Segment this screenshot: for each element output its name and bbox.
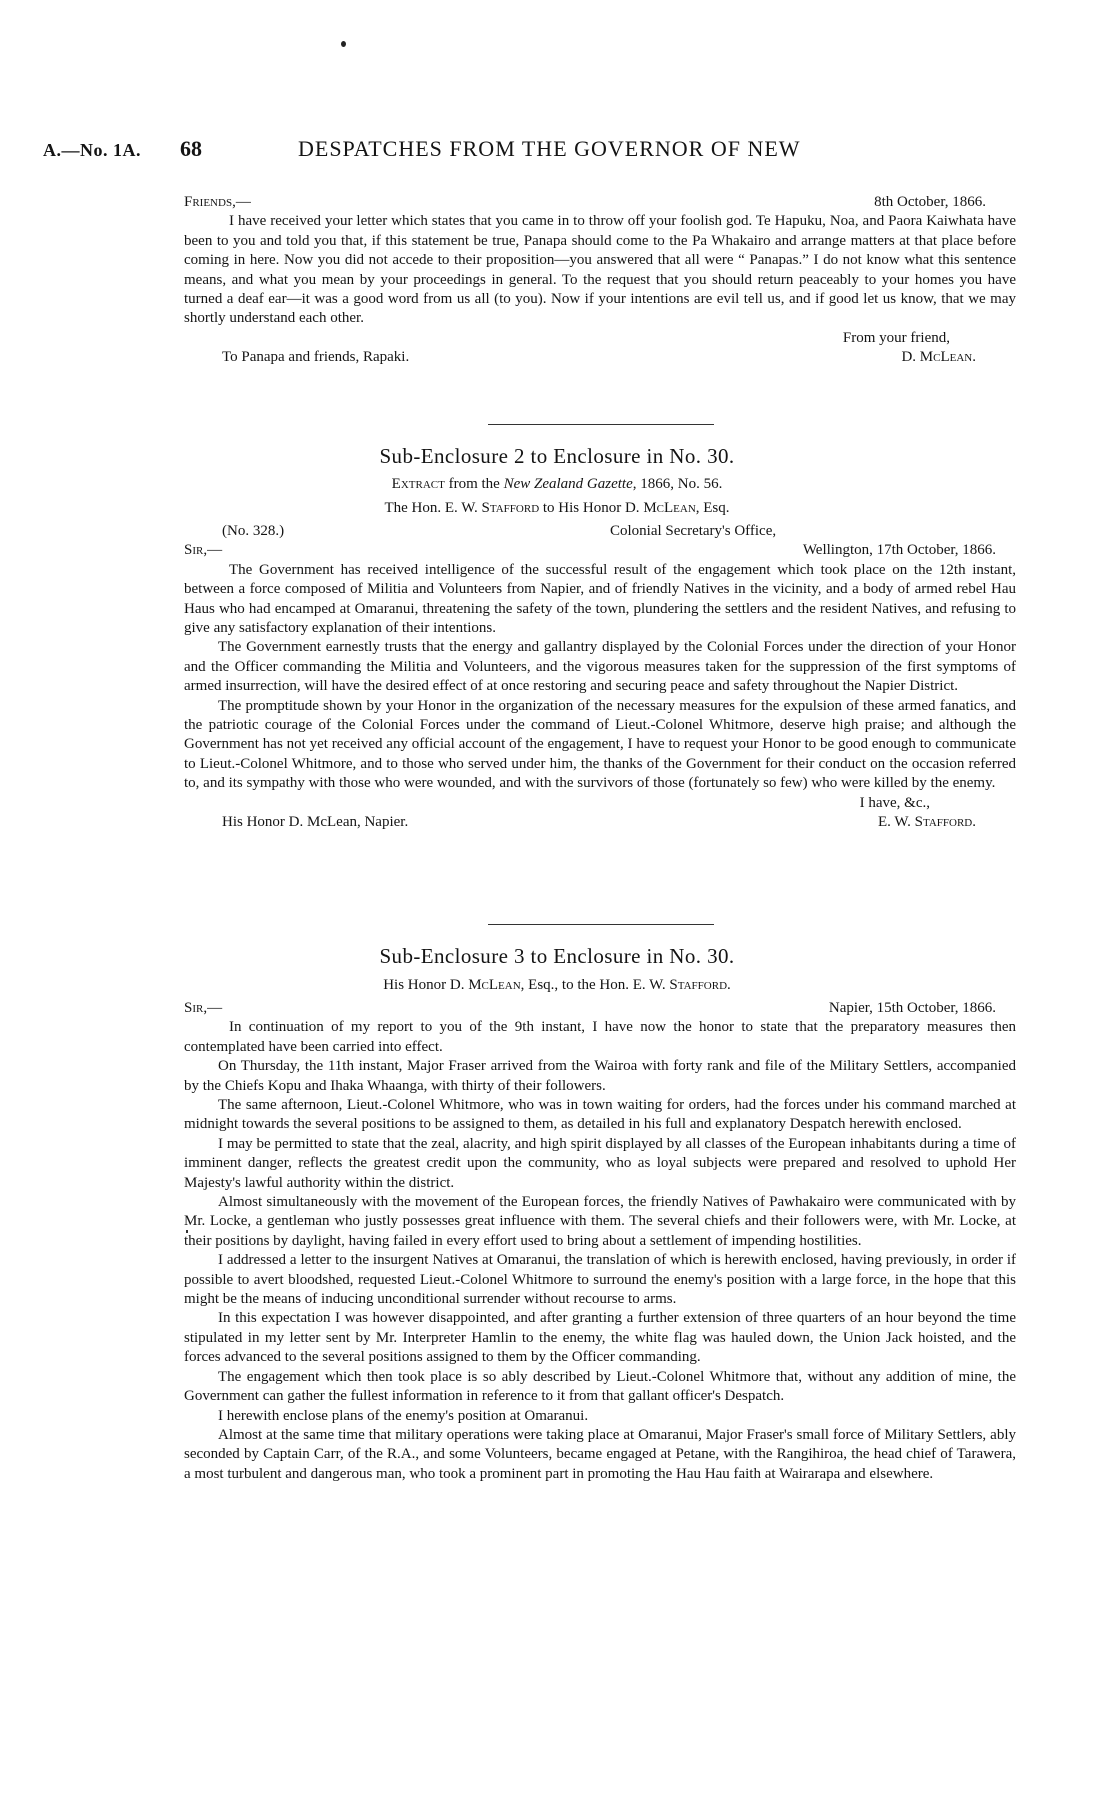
letter-salutation: Friends,— — [184, 194, 251, 210]
sub-enclosure-3-title: Sub-Enclosure 3 to Enclosure in No. 30. — [379, 944, 735, 968]
letter-place-date: Wellington, 17th October, 1866. — [802, 542, 996, 559]
letter-paragraph: The Government earnestly trusts that the energy and gallantry displayed by the Colonial Forces under the direction of your Honor and the Officer commanding the Militia and Volunteers, and the vigorous measures taken for the suppression of the first symptoms of armed insurrection, will have the desired effect of at once restoring and securing peace and safety throughout the Napier District. — [184, 639, 1016, 695]
letter-body: I have received your letter which states that you came in to throw off your foolish god. Te Hapuku, Noa, and Paora Kaiwhata have been to you and told you that, if this statement be true, Panapa should come to the Pa Whakairo and arrange matters at that place before coming in here. Now you did not accede to their proposition—you answered that all were “ Panapas.” I do not know what this sentence means, and what you mean by your proceedings in general. To the request that you should return peaceably to your homes you have turned a deaf ear—it was a good word from us all (to you). Now if your intentions are evil tell us, and if good let us know, that we may shortly understand each other. — [184, 213, 1016, 327]
from-to-sender: Stafford — [481, 500, 540, 516]
letter-paragraph: Almost at the same time that military operations were taking place at Omaranui, Major Fraser's small force of Military Settlers, ably seconded by Captain Carr, of the R.A., and some Volunteers, became engaged at Petane, with the Rangihiroa, the head chief of Tarawera, a most turbulent and dangerous man, who took a prominent part in promoting the Hau Hau faith at Wairarapa and elsewhere. — [184, 1426, 1016, 1482]
letter-place-date: Napier, 15th October, 1866. — [828, 1000, 996, 1016]
office-name: Colonial Secretary's Office, — [610, 523, 777, 539]
section-divider — [488, 924, 714, 925]
from-to-mid: , Esq., to the Hon. E. W. — [520, 977, 670, 993]
sub-enclosure-2-from-to — [0, 500, 1114, 517]
letter-paragraph: I herewith enclose plans of the enemy's position at Omaranui. — [218, 1407, 589, 1424]
letter-date: 8th October, 1866. — [874, 194, 986, 210]
letter-closing: I have, &c., — [859, 794, 930, 811]
letter-paragraph: On Thursday, the 11th instant, Major Fraser arrived from the Wairoa with forty rank and file of the Military Settlers, accompanied by the Chiefs Kopu and Ihaka Whaanga, with thirty of their followers. — [184, 1058, 1016, 1094]
sub-enclosure-2-extract — [0, 476, 1114, 493]
letter-signature: E. W. Stafford. — [877, 814, 976, 831]
letter-signature: D. McLean. — [901, 349, 976, 366]
from-to-tail: , Esq. — [695, 500, 730, 516]
extract-mid: from the — [444, 476, 504, 492]
letter-paragraph: The engagement which then took place is so ably described by Lieut.-Colonel Whitmore that, without any addition of mine, the Government can gather the fullest information in reference to it from that gallant officer's Despatch. — [184, 1368, 1016, 1405]
section-divider — [488, 424, 714, 425]
letter-paragraph: In this expectation I was however disappointed, and after granting a further extension of three quarters of an hour beyond the time stipulated in my letter sent by Mr. Interpreter Hamlin to the enemy, the white flag was hauled down, the Union Jack hoisted, and the forces advanced to the several positions assigned to them by the Officer commanding. — [184, 1310, 1016, 1366]
letter-paragraph: The Government has received intelligence of the successful result of the engagement which took place on the 12th instant, between a force composed of Militia and Volunteers from Napier, and of friendly Natives in the vicinity, and a body of armed rebel Hau Haus who had encamped at Omaranui, threatening the safety of the town, plundering the settlers and the resident Natives, and refusing to give any satisfactory explanation of their intentions. — [184, 561, 1016, 636]
sub-enclosure-3-letter — [184, 999, 1016, 1484]
extract-source: New Zealand Gazette — [503, 476, 633, 492]
letter-addressee: His Honor D. McLean, Napier. — [222, 814, 409, 831]
letter-salutation: Sir,— — [184, 542, 223, 559]
from-to-tail: . — [727, 977, 731, 993]
letter-paragraph: The promptitude shown by your Honor in the organization of the necessary measures for the expulsion of these armed fanatics, and the patriotic courage of the Colonial Forces under the command of Lieut.-Colonel Whitmore, deserve high praise; and although the Government has not yet received any official account of the engagement, I have to request your Honor to be good enough to communicate to Lieut.-Colonel Whitmore, and to those who served under him, the thanks of the Government for their conduct on the occasion referred to, and its sympathy with those who were wounded, and with the survivors of those (fortunately so few) who were killed by the enemy. — [184, 697, 1016, 792]
letter-paragraph: I addressed a letter to the insurgent Natives at Omaranui, the translation of which is herewith enclosed, having previously, in order if possible to avert bloodshed, requested Lieut.-Colonel Whitmore to surround the enemy's position with a large force, in the hope that this might be the means of inducing unconditional surrender without recourse to arms. — [184, 1252, 1016, 1308]
letter-closing: From your friend, — [842, 329, 950, 346]
from-to-pre: The Hon. E. W. — [384, 500, 482, 516]
sub-enclosure-2-letter — [184, 522, 1016, 832]
sub-enclosure-3-from-to — [0, 977, 1114, 994]
from-to-sender: McLean — [468, 977, 521, 993]
letter-paragraph: Almost simultaneously with the movement of the European forces, the friendly Natives of Pawhakairo were communicated with by Mr. Locke, a gentleman who justly possesses great influence with them. The several chiefs and their followers were, with Mr. Locke, at their positions by daylight, having failed in every effort used to bring about a settlement of impending hostilities. — [184, 1194, 1016, 1249]
running-title: DESPATCHES FROM THE GOVERNOR OF NEW — [298, 136, 801, 161]
letter-salutation: Sir,— — [184, 1000, 223, 1016]
extract-label: Extract — [391, 476, 445, 492]
letter-paragraph: The same afternoon, Lieut.-Colonel Whitmore, who was in town waiting for orders, had the forces under his command marched at midnight towards the several positions to be assigned to them, as detailed in his full and explanatory Despatch herewith enclosed. — [184, 1097, 1016, 1133]
letter-paragraph: I may be permitted to state that the zeal, alacrity, and high spirit displayed by all classes of the European inhabitants during a time of imminent danger, reflects the greatest credit upon the community, who as loyal subjects were prepared and resolved to uphold Her Majesty's lawful authority within the district. — [184, 1135, 1016, 1191]
from-to-recipient: Stafford — [669, 977, 728, 993]
from-to-recipient: McLean — [643, 500, 696, 516]
sub-enclosure-2-title: Sub-Enclosure 2 to Enclosure in No. 30. — [379, 444, 735, 468]
extract-tail: , 1866, No. 56. — [632, 476, 723, 492]
print-speck — [341, 41, 346, 47]
letter-friends — [184, 193, 1016, 368]
document-reference: A.—No. 1A. — [43, 140, 141, 160]
letter-addressee: To Panapa and friends, Rapaki. — [222, 349, 410, 366]
from-to-pre: His Honor D. — [383, 977, 469, 993]
despatch-number: (No. 328.) — [222, 523, 285, 539]
page-number: 68 — [180, 136, 202, 161]
from-to-mid: to His Honor D. — [539, 500, 644, 516]
letter-paragraph: In continuation of my report to you of the 9th instant, I have now the honor to state that the preparatory measures then contemplated have been carried into effect. — [184, 1019, 1016, 1055]
